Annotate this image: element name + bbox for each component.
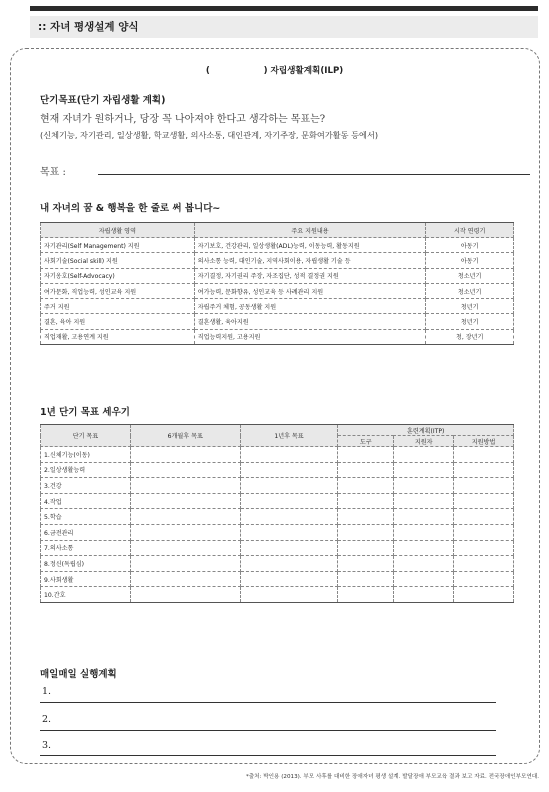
- input-cell[interactable]: [338, 556, 394, 572]
- input-cell[interactable]: [394, 524, 454, 540]
- input-cell[interactable]: [454, 447, 514, 463]
- input-cell[interactable]: [454, 478, 514, 494]
- plan-input-line-2[interactable]: [40, 730, 496, 731]
- input-cell[interactable]: [394, 462, 454, 478]
- table-header-row: [41, 223, 514, 238]
- input-cell[interactable]: [394, 493, 454, 509]
- table-row: [41, 283, 514, 298]
- goal-area-cell: 6.금전관리: [41, 524, 131, 540]
- input-cell[interactable]: [338, 509, 394, 525]
- table-row: [41, 299, 514, 314]
- input-cell[interactable]: [240, 462, 338, 478]
- input-cell[interactable]: [240, 587, 338, 603]
- input-cell[interactable]: [454, 509, 514, 525]
- input-cell[interactable]: [130, 493, 240, 509]
- input-cell[interactable]: [338, 587, 394, 603]
- age-cell: 청소년기: [426, 268, 514, 283]
- table-row: [41, 238, 514, 253]
- input-cell[interactable]: [240, 447, 338, 463]
- source-footnote: *출처: 박인용 (2013). 부모 사후를 대비한 장애자녀 평생 설계. 발달장애 부모교육 결과 보고 자료. 전국장애인부모연대.: [245, 774, 539, 780]
- input-cell[interactable]: [130, 462, 240, 478]
- area-cell: 여가문화, 직업능력, 성인교육 지원: [41, 283, 195, 298]
- input-cell[interactable]: [240, 493, 338, 509]
- input-cell[interactable]: [338, 478, 394, 494]
- support-area-table: [40, 222, 514, 345]
- table-row: [41, 268, 514, 283]
- input-cell[interactable]: [454, 493, 514, 509]
- table-row: [41, 540, 514, 556]
- input-cell[interactable]: [454, 587, 514, 603]
- input-cell[interactable]: [130, 524, 240, 540]
- year-goal-table: [40, 424, 514, 603]
- goal-area-cell: 10.간호: [41, 587, 131, 603]
- table-row: [41, 571, 514, 587]
- goal-input-line[interactable]: [98, 174, 530, 175]
- table-row: [41, 509, 514, 525]
- col-six-month: 6개월후 목표: [130, 425, 240, 447]
- plan-input-line-1[interactable]: [40, 702, 496, 703]
- col-method: 지원방법: [454, 436, 514, 447]
- plan-item-number: 2.: [42, 714, 52, 725]
- content-cell: 자립주거 체험, 공동생활 지원: [194, 299, 426, 314]
- plan-input-line-3[interactable]: [40, 755, 496, 756]
- table-row: [41, 556, 514, 572]
- age-cell: 아동기: [426, 253, 514, 268]
- content-cell: 결혼생활, 육아지원: [194, 314, 426, 329]
- age-cell: 청, 장년기: [426, 329, 514, 344]
- content-cell: 직업능력지원, 고용지원: [194, 329, 426, 344]
- age-cell: 청년기: [426, 314, 514, 329]
- goal-area-cell: 1.신체기능(이동): [41, 447, 131, 463]
- form-title: ( ) 자립생활계획(ILP): [205, 66, 344, 76]
- input-cell[interactable]: [394, 478, 454, 494]
- goal-area-cell: 2.일상생활능력: [41, 462, 131, 478]
- input-cell[interactable]: [130, 556, 240, 572]
- area-cell: 자기옹호(Self-Advocacy): [41, 268, 195, 283]
- short-term-heading: 단기목표(단기 자립생활 계획): [40, 95, 166, 106]
- plan-item-number: 3.: [42, 740, 52, 751]
- table-row: [41, 314, 514, 329]
- content-cell: 자기결정, 자기권리 주장, 자조집단, 성적 결정권 지원: [194, 268, 426, 283]
- goal-area-cell: 7.의사소통: [41, 540, 131, 556]
- input-cell[interactable]: [394, 556, 454, 572]
- input-cell[interactable]: [130, 509, 240, 525]
- col-one-year: 1년후 목표: [240, 425, 338, 447]
- col-area: 자립생활 영역: [41, 223, 195, 238]
- short-term-examples: (신체기능, 자기관리, 일상생활, 학교생활, 의사소통, 대인관계, 자기주장, 문화여가활동 등에서): [40, 130, 379, 140]
- table-row: [41, 329, 514, 344]
- goal-area-cell: 5.학습: [41, 509, 131, 525]
- input-cell[interactable]: [338, 540, 394, 556]
- input-cell[interactable]: [394, 540, 454, 556]
- input-cell[interactable]: [240, 556, 338, 572]
- col-tool: 도구: [338, 436, 394, 447]
- content-cell: 여가능력, 문화향유, 성인교육 등 사례관리 지원: [194, 283, 426, 298]
- input-cell[interactable]: [454, 571, 514, 587]
- goal-area-cell: 8.정신(독립심): [41, 556, 131, 572]
- area-cell: 자기관리(Self Management) 지원: [41, 238, 195, 253]
- table-row: [41, 447, 514, 463]
- area-cell: 사회기술(Social skill) 지원: [41, 253, 195, 268]
- table-row: [41, 493, 514, 509]
- age-cell: 청소년기: [426, 283, 514, 298]
- input-cell[interactable]: [130, 587, 240, 603]
- input-cell[interactable]: [394, 509, 454, 525]
- col-age: 시작 연령기: [426, 223, 514, 238]
- age-cell: 청년기: [426, 299, 514, 314]
- dream-heading: 내 자녀의 꿈 & 행복을 한 줄로 써 봅니다~: [40, 203, 221, 214]
- area-cell: 직업재활, 고용연계 지원: [41, 329, 195, 344]
- table-header-row: [41, 425, 514, 436]
- table-row: [41, 524, 514, 540]
- area-cell: 주거 지원: [41, 299, 195, 314]
- col-content: 주요 지원내용: [194, 223, 426, 238]
- short-term-question: 현재 자녀가 원하거나, 당장 꼭 나아져야 한다고 생각하는 목표는?: [40, 114, 326, 125]
- input-cell[interactable]: [454, 556, 514, 572]
- input-cell[interactable]: [240, 478, 338, 494]
- top-rule: [30, 6, 538, 11]
- goal-area-cell: 3.건강: [41, 478, 131, 494]
- input-cell[interactable]: [394, 587, 454, 603]
- plan-item-number: 1.: [42, 686, 52, 697]
- goal-label: 목표 :: [40, 167, 66, 178]
- input-cell[interactable]: [130, 447, 240, 463]
- year-goal-heading: 1년 단기 목표 세우기: [40, 407, 130, 418]
- input-cell[interactable]: [454, 462, 514, 478]
- input-cell[interactable]: [338, 524, 394, 540]
- input-cell[interactable]: [454, 524, 514, 540]
- input-cell[interactable]: [394, 447, 454, 463]
- input-cell[interactable]: [338, 493, 394, 509]
- input-cell[interactable]: [338, 462, 394, 478]
- input-cell[interactable]: [240, 509, 338, 525]
- input-cell[interactable]: [454, 540, 514, 556]
- input-cell[interactable]: [338, 447, 394, 463]
- input-cell[interactable]: [130, 571, 240, 587]
- input-cell[interactable]: [130, 540, 240, 556]
- input-cell[interactable]: [240, 540, 338, 556]
- col-short-goal: 단기 목표: [41, 425, 131, 447]
- page-header: :: 자녀 평생설계 양식: [30, 16, 538, 38]
- input-cell[interactable]: [338, 571, 394, 587]
- col-training-plan: 훈련계획(ITP): [338, 425, 514, 436]
- input-cell[interactable]: [130, 478, 240, 494]
- input-cell[interactable]: [394, 571, 454, 587]
- input-cell[interactable]: [240, 524, 338, 540]
- input-cell[interactable]: [240, 571, 338, 587]
- table-row: [41, 587, 514, 603]
- age-cell: 아동기: [426, 238, 514, 253]
- content-cell: 자기보호, 건강관리, 일상생활(ADL)능력, 이동능력, 활동지원: [194, 238, 426, 253]
- col-supporter: 지원자: [394, 436, 454, 447]
- goal-area-cell: 9.사회생활: [41, 571, 131, 587]
- table-row: [41, 478, 514, 494]
- goal-area-cell: 4.작업: [41, 493, 131, 509]
- daily-plan-heading: 매일매일 실행계획: [40, 669, 117, 680]
- table-row: [41, 462, 514, 478]
- area-cell: 결혼, 육아 지원: [41, 314, 195, 329]
- table-row: [41, 253, 514, 268]
- content-cell: 의사소통 능력, 대인기술, 지역사회이용, 자립생활 기술 등: [194, 253, 426, 268]
